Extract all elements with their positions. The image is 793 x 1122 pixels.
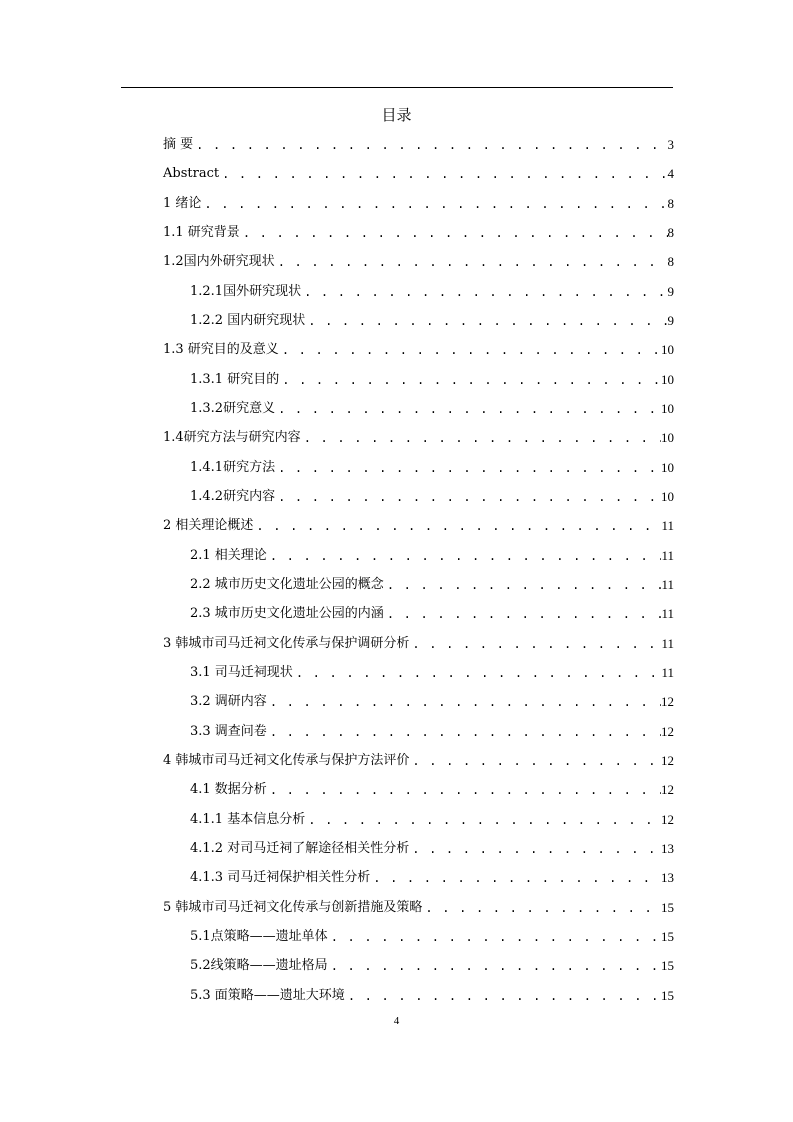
toc-entry[interactable] [190,839,674,859]
page-number: 4 [393,1015,400,1027]
toc-leader-dots [345,986,661,1006]
toc-leader-dots [422,898,661,918]
toc-entry-page: 9 [667,283,674,299]
toc-entry-label: 3.2 调研内容 [190,694,267,710]
toc-entry[interactable] [190,546,674,566]
toc-entry-page: 10 [661,488,674,504]
toc-entry-label: 5.1点策略——遗址单体 [190,928,328,944]
toc-entry-page: 11 [661,664,674,680]
toc-leader-dots [293,663,662,683]
toc-leader-dots [253,516,661,536]
toc-entry[interactable] [163,164,674,184]
toc-entry-label: 1.3 研究目的及意义 [163,342,279,358]
toc-entry[interactable] [163,516,674,536]
toc-entry-page: 8 [667,195,674,211]
toc-entry-page: 9 [667,312,674,328]
toc-entry-page: 12 [661,782,674,798]
toc-entry-label: 1.4.2研究内容 [190,488,276,504]
toc-entry[interactable] [190,487,674,507]
toc-entry[interactable] [163,252,674,272]
toc-entry-label: 1 绪论 [163,195,202,211]
toc-entry-label: 5.2线策略——遗址格局 [190,958,328,974]
toc-entry-label: 2.3 城市历史文化遗址公园的内涵 [190,606,384,622]
toc-leader-dots [301,428,661,448]
toc-entry-page: 11 [661,547,674,563]
toc-entry-label: 3.1 司马迁祠现状 [190,664,293,680]
toc-leader-dots [409,634,661,654]
toc-entry-page: 15 [661,899,674,915]
toc-entry[interactable] [163,898,674,918]
header-rule [121,87,673,88]
toc-entry-label: 5 韩城市司马迁祠文化传承与创新措施及策略 [163,899,423,915]
toc-entry-page: 11 [661,635,674,651]
toc-entry-label: 2 相关理论概述 [163,518,254,534]
toc-leader-dots [279,340,661,360]
toc-entry-page: 15 [661,958,674,974]
toc-entry-page: 11 [661,606,674,622]
toc-leader-dots [279,370,661,390]
toc-entry-page: 10 [661,459,674,475]
toc-entry-page: 12 [661,752,674,768]
toc-entry-page: 12 [661,694,674,710]
toc-leader-dots [275,252,668,272]
toc-entry-page: 12 [661,811,674,827]
toc-entry-label: 4.1 数据分析 [190,782,267,798]
toc-entry[interactable] [163,194,674,214]
toc-entry-page: 15 [661,928,674,944]
toc-entry-page: 13 [661,870,674,886]
toc-entry-page: 15 [661,987,674,1003]
toc-leader-dots [219,164,667,184]
toc-entry[interactable] [190,692,674,712]
toc-leader-dots [370,868,661,888]
toc-entry[interactable] [163,135,674,155]
toc-entry-label: 1.3.2研究意义 [190,400,276,416]
toc-entry-page: 8 [667,254,674,270]
toc-entry-label: 摘 要 [163,137,194,152]
toc-leader-dots [384,604,662,624]
toc-entry-page: 8 [667,224,674,240]
toc-leader-dots [409,839,661,859]
toc-entry[interactable] [190,956,674,976]
toc-leader-dots [328,927,661,947]
toc-leader-dots [267,692,661,712]
toc-entry[interactable] [190,282,674,302]
toc-entry[interactable] [190,986,674,1006]
toc-entry-label: 4 韩城市司马迁祠文化传承与保护方法评价 [163,752,410,768]
toc-entry-label: 1.2.2 国内研究现状 [190,312,306,328]
toc-entry[interactable] [190,399,674,419]
toc-entry-label: 3 韩城市司马迁祠文化传承与保护调研分析 [163,635,410,651]
toc-entry[interactable] [163,428,674,448]
toc-entry[interactable] [190,780,674,800]
toc-leader-dots [305,810,661,830]
toc-entry-page: 10 [661,430,674,446]
toc-entry[interactable] [190,810,674,830]
toc-leader-dots [301,282,667,302]
toc-leader-dots [305,311,667,331]
toc-entry-page: 3 [667,137,674,152]
toc-entry[interactable] [190,868,674,888]
toc-entry-page: 11 [661,576,674,592]
toc-entry-page: 12 [661,723,674,739]
toc-entry[interactable] [190,311,674,331]
toc-leader-dots [328,956,661,976]
toc-leader-dots [267,546,662,566]
toc-entry[interactable] [190,663,674,683]
toc-entry-label: 2.1 相关理论 [190,547,267,563]
toc-entry[interactable] [163,751,674,771]
toc-entry-label: 1.3.1 研究目的 [190,371,280,387]
toc-entry-page: 10 [661,342,674,358]
toc-leader-dots [275,487,661,507]
toc-entry-label: 5.3 面策略——遗址大环境 [190,987,345,1003]
toc-entry-page: 11 [661,518,674,534]
toc-leader-dots [275,458,661,478]
toc-entry[interactable] [163,223,674,243]
toc-leader-dots [409,751,661,771]
toc-entry[interactable] [190,604,674,624]
toc-entry[interactable] [163,340,674,360]
toc-leader-dots [193,135,667,155]
toc-entry-label: 1.1 研究背景 [163,224,240,240]
toc-entry-page: 4 [667,166,674,182]
toc-leader-dots [267,722,661,742]
toc-entry-label: 4.1.1 基本信息分析 [190,811,306,827]
toc-entry-label: 1.4.1研究方法 [190,459,276,475]
toc-title: 目录 [381,106,412,124]
toc-entry[interactable] [190,370,674,390]
toc-entry-page: 10 [661,371,674,387]
toc-entry-page: 10 [661,400,674,416]
toc-entry-label: 2.2 城市历史文化遗址公园的概念 [190,576,384,592]
toc-entry-label: 3.3 调查问卷 [190,723,267,739]
toc-entry-label: 4.1.2 对司马迁祠了解途径相关性分析 [190,840,410,856]
toc-entry-label: Abstract [163,166,220,182]
toc-leader-dots [267,780,661,800]
toc-leader-dots [384,575,662,595]
toc-entry[interactable] [190,927,674,947]
toc-entry-label: 1.2国内外研究现状 [163,254,275,270]
toc-leader-dots [275,399,661,419]
toc-entry[interactable] [190,458,674,478]
toc-leader-dots [201,194,667,214]
toc-entry[interactable] [190,575,674,595]
toc-entry[interactable] [163,634,674,654]
toc-entry-label: 1.4研究方法与研究内容 [163,430,301,446]
toc-entry[interactable] [190,722,674,742]
toc-leader-dots [240,223,668,243]
toc-entry-label: 4.1.3 司马迁祠保护相关性分析 [190,870,371,886]
toc-entry-label: 1.2.1国外研究现状 [190,283,302,299]
toc-entry-page: 13 [661,840,674,856]
